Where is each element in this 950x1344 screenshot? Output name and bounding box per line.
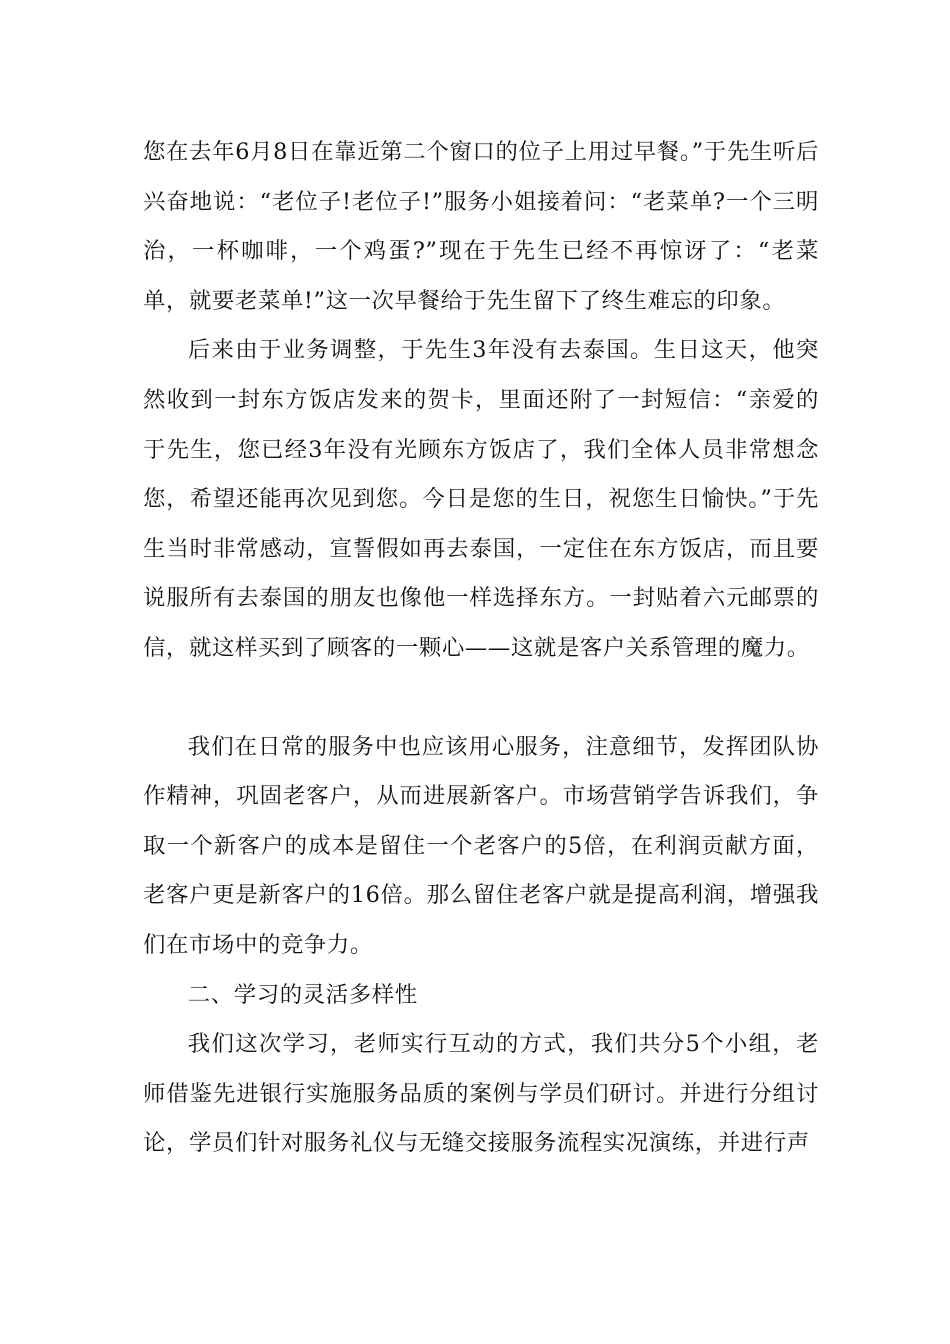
paragraph-continued: 您在去年6月8日在靠近第二个窗口的位子上用过早餐。”于先生听后兴奋地说：“老位子!老位子!”服务小姐接着问：“老菜单?一个三明治，一杯咖啡，一个鸡蛋?”现在于先生已经不再惊讶了：“老菜单，就要老菜单!”这一次早餐给于先生留下了终生难忘的印象。 — [143, 139, 819, 314]
document-body — [143, 128, 819, 1169]
section-heading: 二、学习的灵活多样性 — [187, 981, 418, 1008]
paragraph-learning-method: 我们这次学习，老师实行互动的方式，我们共分5个小组，老师借鉴先进银行实施服务品质的案例与学员们研讨。并进行分组讨论，学员们针对服务礼仪与无缝交接服务流程实况演练，并进行声 — [143, 1031, 819, 1157]
paragraph-birthday-card: 后来由于业务调整，于先生3年没有去泰国。生日这天，他突然收到一封东方饭店发来的贺卡，里面还附了一封短信：“亲爱的于先生，您已经3年没有光顾东方饭店了，我们全体人员非常想念您，希望还能再次见到您。今日是您的生日，祝您生日愉快。”于先生当时非常感动，宣誓假如再去泰国，一定住在东方饭店，而且要说服所有去泰国的朋友也像他一样选择东方。一封贴着六元邮票的信，就这样买到了顾客的一颗心——这就是客户关系管理的魔力。 — [143, 337, 819, 661]
paragraph-customer-retention: 我们在日常的服务中也应该用心服务，注意细节，发挥团队协作精神，巩固老客户，从而进展新客户。市场营销学告诉我们，争取一个新客户的成本是留住一个老客户的5倍，在利润贡献方面，老客户更是新客户的16倍。那么留住老客户就是提高利润，增强我们在市场中的竞争力。 — [143, 733, 819, 958]
